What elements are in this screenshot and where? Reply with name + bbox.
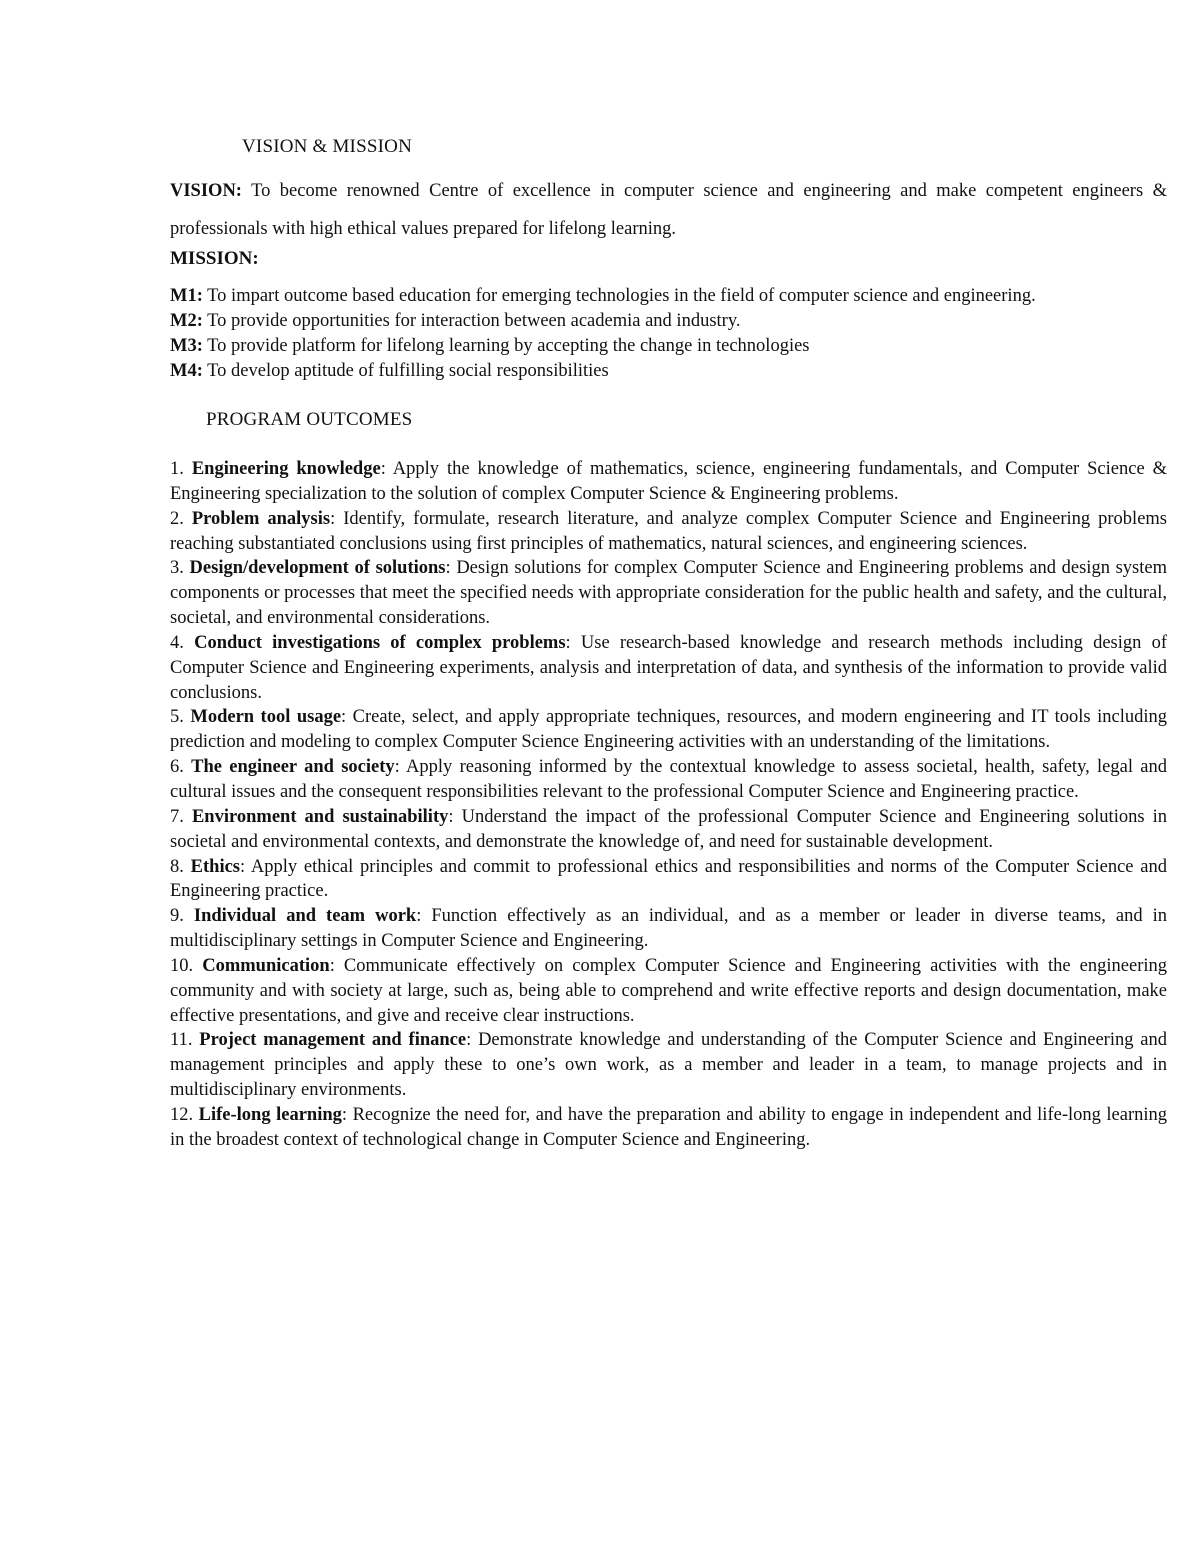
- outcome-text: : Demonstrate knowledge and understanding of the Computer Science and Engineering and management principles and apply these to one’s own work, as a member and leader in a team, to manage projects and in multidisciplinary environments.: [170, 1030, 1168, 1101]
- outcome-text: : Create, select, and apply appropriate techniques, resources, and modern engineering and IT tools including prediction and modeling to complex Computer Science Engineering activities with an understanding of the limitations.: [170, 707, 1167, 753]
- mission-item-m1: [170, 284, 1167, 309]
- outcome-item-8: [170, 855, 1167, 905]
- outcome-label: Design/development of solutions: [189, 558, 446, 579]
- mission-item-m3: [170, 334, 1167, 359]
- outcome-number: 1.: [170, 459, 184, 479]
- outcome-number: 8.: [170, 856, 184, 877]
- outcome-label: Problem analysis: [191, 508, 331, 529]
- outcome-item-9: [170, 904, 1167, 954]
- outcome-item-12: [170, 1103, 1167, 1153]
- mission-item-text: To impart outcome based education for emerging technologies in the field of computer science and engineering.: [207, 286, 1036, 306]
- outcome-text: : Identify, formulate, research literature, and analyze complex Computer Science and Engineering problems reaching substantiated conclusions using first principles of mathematics, natural sciences, and engineering sciences.: [170, 508, 1167, 554]
- outcome-number: 12.: [170, 1104, 194, 1125]
- outcome-number: 9.: [170, 906, 184, 927]
- vision-label: VISION:: [170, 181, 242, 201]
- outcome-text: : Apply reasoning informed by the contextual knowledge to assess societal, health, safety, legal and cultural issues and the consequent responsibilities relevant to the professional Computer Science and Engineering practice.: [170, 757, 1167, 802]
- outcome-number: 5.: [170, 707, 184, 728]
- outcome-label: Engineering knowledge: [191, 459, 381, 479]
- outcome-text: : Communicate effectively on complex Computer Science and Engineering activities with the engineering community and with society at large, such as, being able to comprehend and write effective reports and design documentation, make effective presentations, and give and receive clear instructions.: [170, 955, 1167, 1026]
- outcome-number: 10.: [170, 955, 194, 976]
- outcome-number: 7.: [170, 806, 184, 827]
- mission-list: [170, 284, 1167, 384]
- outcome-text: : Apply the knowledge of mathematics, science, engineering fundamentals, and Computer Science & Engineering specialization to the solution of complex Computer Science & Engineering problems.: [170, 459, 1167, 504]
- mission-item-m2: [170, 309, 1167, 334]
- outcome-label: Individual and team work: [193, 906, 417, 927]
- program-outcomes-list: [170, 457, 1167, 1153]
- outcome-number: 11.: [170, 1030, 193, 1051]
- outcome-item-5: [170, 705, 1167, 755]
- outcome-item-1: [170, 457, 1167, 507]
- mission-item-label: M3:: [170, 336, 203, 356]
- mission-item-label: M4:: [170, 361, 203, 381]
- outcome-label: Ethics: [190, 856, 240, 877]
- vision-text: To become renowned Centre of excellence in computer science and engineering and make competent engineers & professionals with high ethical values prepared for lifelong learning.: [170, 181, 1167, 239]
- outcome-item-11: [170, 1028, 1167, 1103]
- outcome-label: Modern tool usage: [190, 707, 342, 728]
- outcome-label: Environment and sustainability: [191, 806, 449, 827]
- outcome-number: 4.: [170, 632, 184, 653]
- program-outcomes-heading: PROGRAM OUTCOMES: [206, 409, 413, 430]
- outcome-label: Communication: [202, 955, 330, 976]
- outcome-text: : Recognize the need for, and have the preparation and ability to engage in independent and life-long learning in the broadest context of technological change in Computer Science and Engineering.: [170, 1104, 1168, 1150]
- outcome-number: 6.: [170, 757, 184, 778]
- mission-label: MISSION:: [170, 248, 259, 269]
- outcome-text: : Apply ethical principles and commit to professional ethics and responsibilities and norms of the Computer Science and Engineering practice.: [170, 856, 1167, 902]
- outcome-item-4: [170, 631, 1167, 706]
- outcome-number: 2.: [170, 508, 184, 529]
- vision-paragraph: [170, 172, 1167, 248]
- outcome-item-2: [170, 507, 1167, 557]
- outcome-text: : Understand the impact of the professional Computer Science and Engineering solutions in societal and environmental contexts, and demonstrate the knowledge of, and need for sustainable development.: [170, 806, 1168, 852]
- outcome-item-7: [170, 805, 1167, 855]
- outcome-number: 3.: [170, 558, 184, 579]
- outcome-label: The engineer and society: [191, 757, 395, 778]
- outcome-item-3: [170, 556, 1167, 631]
- mission-item-label: M1:: [170, 286, 203, 306]
- outcome-item-6: [170, 755, 1167, 805]
- mission-item-label: M2:: [170, 311, 203, 331]
- outcome-text: : Use research-based knowledge and research methods including design of Computer Science and Engineering experiments, analysis and interpretation of data, and synthesis of the information to provide valid conclusions.: [170, 632, 1168, 703]
- outcome-item-10: [170, 954, 1167, 1029]
- outcome-text: : Function effectively as an individual, and as a member or leader in diverse teams, and in multidisciplinary settings in Computer Science and Engineering.: [170, 906, 1168, 952]
- outcome-label: Life-long learning: [198, 1104, 342, 1125]
- mission-item-text: To provide opportunities for interaction between academia and industry.: [207, 311, 741, 331]
- mission-item-text: To develop aptitude of fulfilling social responsibilities: [207, 361, 609, 381]
- mission-item-text: To provide platform for lifelong learning by accepting the change in technologies: [207, 336, 810, 356]
- outcome-text: : Design solutions for complex Computer Science and Engineering problems and design system components or processes that meet the specified needs with appropriate consideration for the public health and safety, and the cultural, societal, and environmental considerations.: [170, 558, 1167, 629]
- vision-mission-heading: VISION & MISSION: [242, 136, 412, 157]
- outcome-label: Project management and finance: [199, 1030, 467, 1051]
- mission-item-m4: [170, 359, 1167, 384]
- outcome-label: Conduct investigations of complex problems: [194, 632, 566, 653]
